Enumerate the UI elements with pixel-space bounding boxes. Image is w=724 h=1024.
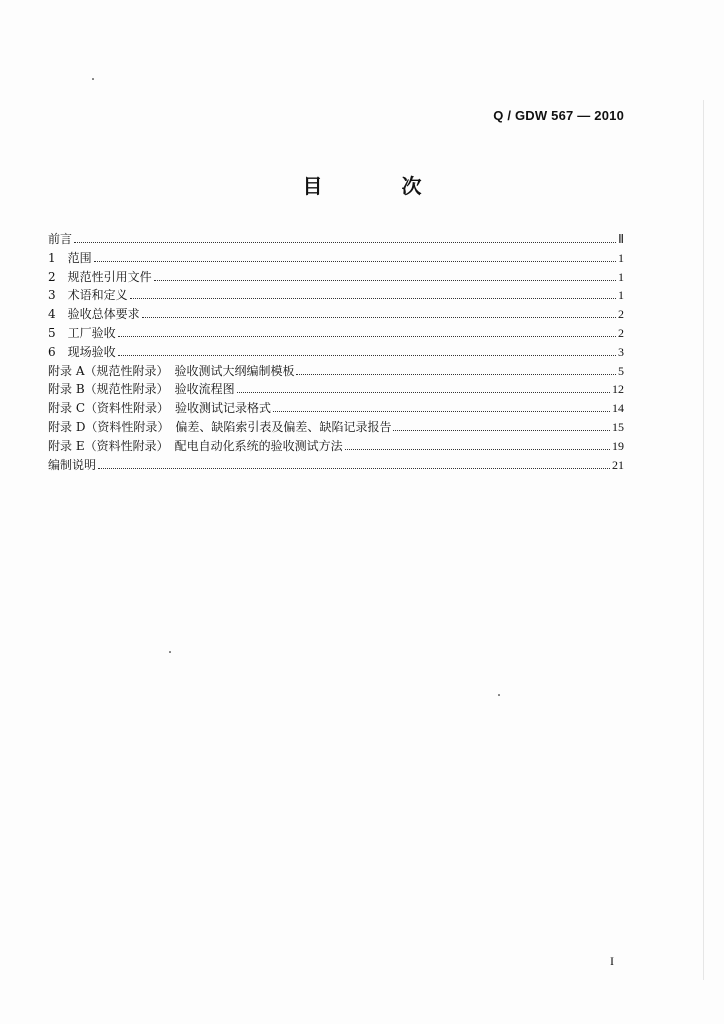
toc-entry-label: 附录 E（资料性附录） 配电自动化系统的验收测试方法 bbox=[48, 438, 343, 453]
toc-entry-label: 6 现场验收 bbox=[48, 344, 116, 359]
toc-entry-label: 前言 bbox=[48, 232, 73, 246]
toc-entry-appendix-d[interactable] bbox=[48, 418, 624, 437]
toc-entry-normative-references[interactable] bbox=[48, 268, 624, 287]
page-edge-line bbox=[703, 100, 704, 980]
toc-entry-label: 编制说明 bbox=[48, 457, 97, 472]
toc-dot-leader bbox=[154, 279, 616, 281]
page-number: I bbox=[610, 954, 614, 968]
toc-entry-page: 1 bbox=[618, 269, 624, 284]
page-title: 目 次 bbox=[302, 174, 458, 198]
toc-entry-terms-definitions[interactable] bbox=[48, 286, 624, 305]
toc-dot-leader bbox=[142, 316, 616, 318]
toc-entry-label: 附录 C（资料性附录） 验收测试记录格式 bbox=[48, 401, 271, 416]
scan-speck bbox=[92, 78, 94, 80]
toc-dot-leader bbox=[118, 335, 616, 337]
toc-entry-appendix-b[interactable] bbox=[48, 380, 624, 399]
toc-dot-leader bbox=[393, 429, 610, 431]
scan-speck bbox=[498, 694, 500, 696]
document-code: Q / GDW 567 — 2010 bbox=[493, 108, 624, 123]
toc-entry-appendix-a[interactable] bbox=[48, 362, 624, 381]
toc-entry-label: 附录 D（资料性附录） 偏差、缺陷索引表及偏差、缺陷记录报告 bbox=[48, 419, 392, 434]
toc-entry-page: 12 bbox=[612, 382, 624, 397]
toc-entry-page: Ⅱ bbox=[618, 232, 624, 246]
toc-entry-label: 4 验收总体要求 bbox=[48, 307, 140, 322]
toc-dot-leader bbox=[296, 373, 616, 375]
toc-entry-label: 附录 A（规范性附录） 验收测试大纲编制模板 bbox=[48, 363, 295, 378]
toc-entry-scope[interactable] bbox=[48, 249, 624, 268]
toc-entry-label: 2 规范性引用文件 bbox=[48, 269, 152, 284]
toc-entry-factory-acceptance[interactable] bbox=[48, 324, 624, 343]
toc-entry-page: 3 bbox=[618, 344, 624, 359]
toc-dot-leader bbox=[273, 410, 610, 412]
toc-dot-leader bbox=[130, 297, 616, 299]
toc-entry-page: 2 bbox=[618, 307, 624, 322]
toc-entry-page: 2 bbox=[618, 325, 624, 340]
toc-entry-page: 15 bbox=[612, 419, 624, 434]
toc-entry-site-acceptance[interactable] bbox=[48, 343, 624, 362]
toc-entry-label: 附录 B（规范性附录） 验收流程图 bbox=[48, 382, 235, 397]
toc-dot-leader bbox=[118, 354, 616, 356]
toc-dot-leader bbox=[74, 241, 616, 243]
toc-entry-preface[interactable] bbox=[48, 230, 624, 249]
toc-dot-leader bbox=[237, 391, 610, 393]
toc-entry-drafting-notes[interactable] bbox=[48, 456, 624, 475]
toc-entry-appendix-e[interactable] bbox=[48, 437, 624, 456]
scan-speck bbox=[169, 651, 171, 653]
toc-dot-leader bbox=[345, 448, 610, 450]
toc-entry-general-requirements[interactable] bbox=[48, 305, 624, 324]
toc-dot-leader bbox=[94, 260, 616, 262]
toc-entry-page: 1 bbox=[618, 250, 624, 265]
toc-entry-label: 5 工厂验收 bbox=[48, 325, 116, 340]
toc-entry-page: 19 bbox=[612, 438, 624, 453]
table-of-contents bbox=[48, 230, 624, 474]
toc-entry-appendix-c[interactable] bbox=[48, 399, 624, 418]
toc-entry-page: 5 bbox=[618, 363, 624, 378]
toc-dot-leader bbox=[98, 467, 610, 469]
toc-entry-label: 3 术语和定义 bbox=[48, 288, 128, 303]
toc-entry-label: 1 范围 bbox=[48, 250, 92, 265]
toc-entry-page: 1 bbox=[618, 288, 624, 303]
toc-entry-page: 14 bbox=[612, 401, 624, 416]
toc-entry-page: 21 bbox=[612, 457, 624, 472]
